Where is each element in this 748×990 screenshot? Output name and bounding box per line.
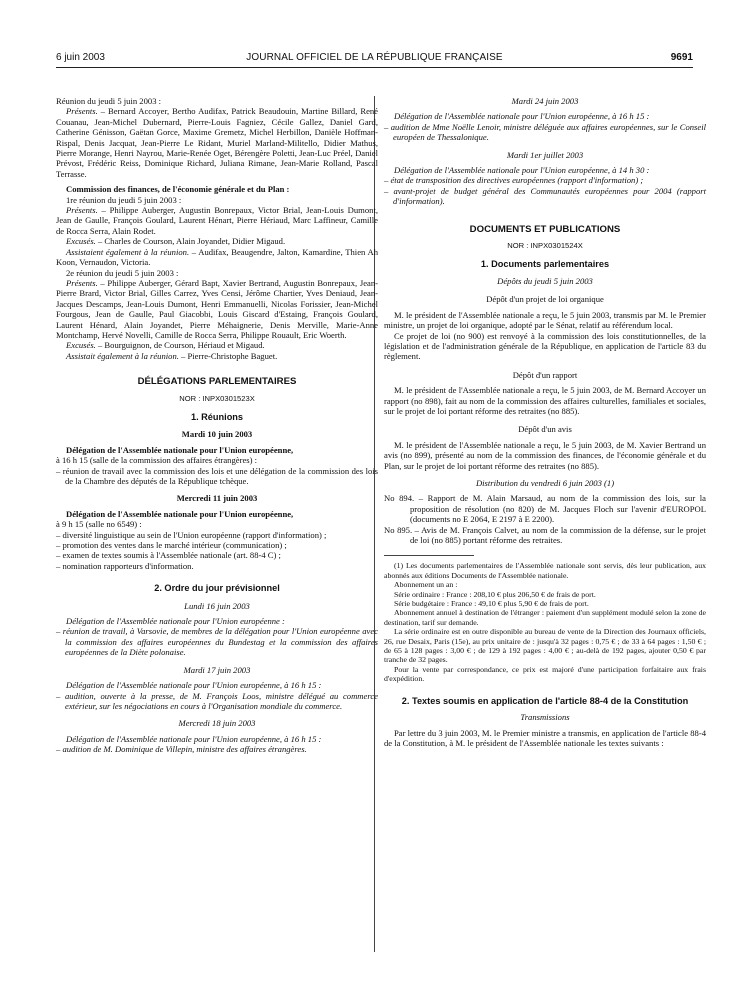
- list-item: – examen de textes soumis à l'Assemblée nationale (art. 88-4 C) ;: [56, 550, 281, 561]
- date-heading: Mardi 24 juin 2003: [511, 96, 579, 106]
- agenda-list: [384, 122, 706, 143]
- nor-reference: NOR : INPX0301524X: [507, 241, 583, 251]
- assistaient-paragraph: Assistaient également à la réunion. – Audifax, Beaugendre, Jalton, Kamardine, Thien Ah Koon, Vernaudon, Victoria.: [56, 246, 378, 268]
- agenda-list: [56, 744, 378, 754]
- nor-reference: NOR : INPX0301523X: [179, 393, 255, 403]
- page-header: [56, 52, 693, 68]
- agenda-list: [56, 626, 378, 657]
- date-heading: Lundi 16 juin 2003: [184, 600, 250, 611]
- delegation-paragraph: Délégation de l'Assemblée nationale pour l'Union européenne :: [66, 616, 285, 627]
- list-item: – promotion des ventes dans le marché intérieur (communication) ;: [56, 540, 287, 551]
- presents-paragraph: Présents. – Philippe Auberger, Augustin Bonrepaux, Victor Brial, Jean-Louis Dumont, Jean de Gaulle, François Goulard, Laurent Hénart, Pierre Hériaud, Marc Laffineur, Camille de Rocca Serra, Alain Rodet.: [56, 205, 378, 236]
- transmission-paragraph: Par lettre du 3 juin 2003, M. le Premier ministre a transmis, en application de l'article 88-4 de la Constitution, à M. le président de l'Assemblée nationale les textes suivants :: [384, 727, 706, 748]
- subsection-title-reunions: 1. Réunions: [190, 411, 244, 422]
- header-date: 6 juin 2003: [56, 52, 105, 63]
- presents-paragraph: Présents. – Bernard Accoyer, Bertho Audifax, Patrick Beaudouin, Martine Billard, René Couanau, Jean-Michel Dubernard, Pierre-Louis Fagniez, Cécile Gallez, Daniel Gard, Catherine Génisson, Gaëtan Gorce, Maxime Gremetz, Michel Herbillon, Danièle Hoffman-Rispal, Denis Jacquat, Jean-Pierre Le Ridant, Muriel Marland-Militello, Didier Mathus, Pierre Morange, Henri Nayrou, Marie-Renée Oget, Bérengère Poletti, Jean-Luc Préel, Daniel Prévost, Frédéric Reiss, Dominique Richard, Juliana Rimane, Jean-Marie Rolland, Pascal Terrasse.: [56, 106, 378, 179]
- delegation-paragraph: Délégation de l'Assemblée nationale pour l'Union européenne, à 16 h 15 :: [66, 680, 322, 691]
- depot-heading: Dépôt d'un avis: [518, 424, 572, 435]
- delegation-paragraph: Délégation de l'Assemblée nationale pour l'Union européenne, à 14 h 30 :: [394, 165, 650, 176]
- list-item: – audition, ouverte à la presse, de M. François Loos, ministre délégué au commerce extérieur, sur les négociations en cours à l'Organisation mondiale du commerce.: [56, 690, 378, 711]
- depot-paragraph: M. le président de l'Assemblée nationale a reçu, le 5 juin 2003, transmis par M. le Premier ministre, un projet de loi organique, adopté par le Sénat, relatif au référendum local.: [384, 309, 706, 331]
- list-item: – nomination rapporteurs d'information.: [56, 560, 194, 571]
- section-title-documents: DOCUMENTS ET PUBLICATIONS: [469, 223, 621, 235]
- header-journal-title: JOURNAL OFFICIEL DE LA RÉPUBLIQUE FRANÇAISE: [246, 52, 503, 63]
- assistait-paragraph: Assistait également à la réunion. – Pierre-Christophe Baguet.: [66, 350, 278, 361]
- distribution-item: No 894. – Rapport de M. Alain Marsaud, au nom de la commission des lois, sur la proposition de résolution (no 820) de M. Jacques Floch sur l'avenir d'EUROPOL (documents no E 2064, E 2197 à E 2200).: [384, 493, 706, 525]
- depot-paragraph: M. le président de l'Assemblée nationale a reçu, le 5 juin 2003, de M. Bernard Accoyer un rapport (no 898), fait au nom de la commission des affaires culturelles, familiales et sociales, sur le projet de loi portant réforme des retraites (no 885).: [384, 385, 706, 416]
- list-item: – diversité linguistique au sein de l'Union européenne (rapport d'information) ;: [56, 529, 327, 540]
- presents-paragraph: Présents. – Philippe Auberger, Gérard Bapt, Xavier Bertrand, Augustin Bonrepaux, Jean-Pierre Brard, Victor Brial, Gilles Carrez, Yves Censi, Jérôme Chartier, Yves Deniaud, Jean-Jacques Descamps, Jean-Louis Dumont, Henri Emmanuelli, Nicolas Forissier, Jean-Michel Fourgous, Jean de Gaulle, Paul Giacobbi, Louis Giscard d'Estaing, François Goulard, Laurent Hénard, Alain Joyandet, Pierre Méhaignerie, Denis Merville, Marie-Anne Montchamp, Hervé Novelli, Camille de Rocca Serra, Philippe Rouault, Eric Woerth.: [56, 277, 378, 340]
- date-heading: Dépôts du jeudi 5 juin 2003: [497, 275, 593, 286]
- list-item: – réunion de travail avec la commission des lois et une délégation de la commission des lois de la Chambre des députés de la République tchèque.: [56, 465, 378, 486]
- depot-heading: Dépôt d'un rapport: [512, 369, 578, 380]
- distribution-item: No 895. – Avis de M. François Calvet, au nom de la commission de la défense, sur le projet de loi (no 885) portant réforme des retraites.: [384, 524, 706, 545]
- depot-paragraph: M. le président de l'Assemblée nationale a reçu, le 5 juin 2003, de M. Xavier Bertrand un avis (no 899), présenté au nom de la commission des finances, de l'économie générale et du Plan, sur le projet de loi portant réforme des retraites (no 885).: [384, 439, 706, 471]
- depot-paragraph: Ce projet de loi (no 900) est renvoyé à la commission des lois constitutionnelles, de la législation et de l'administration générale de la République, en application de l'article 83 du règlement.: [384, 330, 706, 362]
- footnote-text: La série ordinaire est en outre disponible au bureau de vente de la Direction des Journaux officiels, 26, rue Desaix, Paris (15e), au prix unitaire de : jusqu'à 32 pages : 0,75 € ; de 33 à 64 pages : 1,50 € ; de 65 à 128 pages : 3,00 € ; de 129 à 192 pages : 4,00 € ; au-delà de 192 pages, ajouter 0,50 € par tranche de 32 pages.: [384, 627, 706, 665]
- date-heading: Mardi 17 juin 2003: [183, 664, 251, 675]
- list-item: – avant-projet de budget général des Communautés européennes pour 2004 (rapport d'information).: [384, 185, 706, 207]
- agenda-list: [56, 530, 378, 572]
- footnote-text: (1) Les documents parlementaires de l'Assemblée nationale sont servis, dès leur publication, aux abonnés aux éditions Documents de l'Assemblée nationale.: [384, 561, 706, 580]
- delegation-paragraph: Délégation de l'Assemblée nationale pour l'Union européenne, à 16 h 15 :: [66, 733, 322, 744]
- left-column: [56, 96, 378, 755]
- list-item: – réunion de travail, à Varsovie, de membres de la délégation pour l'Union européenne avec la commission des affaires européennes du Bundestag et la commission des affaires européennes de la Diète polonaise.: [56, 626, 378, 658]
- delegation-paragraph: Délégation de l'Assemblée nationale pour l'Union européenne, à 9 h 15 (salle no 6549) :: [56, 508, 294, 530]
- agenda-list: [384, 175, 706, 206]
- delegation-paragraph: Délégation de l'Assemblée nationale pour l'Union européenne, à 16 h 15 (salle de la commission des affaires étrangères) :: [56, 444, 294, 466]
- list-item: – audition de Mme Noëlle Lenoir, ministre déléguée aux affaires européennes, sur le Conseil européen de Thessalonique.: [384, 121, 706, 143]
- delegation-paragraph: Délégation de l'Assemblée nationale pour l'Union européenne, à 16 h 15 :: [394, 111, 650, 122]
- date-heading: Mardi 1er juillet 2003: [506, 149, 584, 160]
- subsection-title-textes: 2. Textes soumis en application de l'article 88-4 de la Constitution: [401, 695, 689, 706]
- list-item: – audition de M. Dominique de Villepin, ministre des affaires étrangères.: [56, 744, 307, 755]
- footnote-text: Abonnement annuel à destination de l'étranger : paiement d'un supplément modulé selon la zone de destination, tarif sur demande.: [384, 608, 706, 627]
- excuses-paragraph: Excusés. – Charles de Courson, Alain Joyandet, Didier Migaud.: [66, 236, 286, 247]
- footnote-text: Pour la vente par correspondance, ce prix est majoré d'une participation forfaitaire aux frais d'expédition.: [384, 664, 706, 684]
- agenda-list: [56, 691, 378, 712]
- header-page-number: 9691: [670, 52, 693, 63]
- depot-heading: Dépôt d'un projet de loi organique: [486, 294, 604, 305]
- date-heading: Distribution du vendredi 6 juin 2003 (1): [475, 477, 615, 488]
- section-title-delegations: DÉLÉGATIONS PARLEMENTAIRES: [137, 376, 297, 388]
- footnote-text: Série budgétaire : France : 49,10 € plus 5,90 € de frais de port.: [394, 599, 589, 609]
- commission-heading: Commission des finances, de l'économie générale et du Plan :: [66, 184, 290, 195]
- subsection-title-ordre: 2. Ordre du jour prévisionnel: [154, 583, 280, 594]
- footnote-text: Série ordinaire : France : 208,10 € plus 206,50 € de frais de port.: [394, 589, 596, 599]
- date-heading: Mercredi 18 juin 2003: [178, 718, 256, 729]
- agenda-list: [56, 466, 378, 487]
- list-item: – état de transposition des directives européennes (rapport d'information) ;: [384, 175, 644, 186]
- date-heading: Mardi 10 juin 2003: [181, 429, 253, 440]
- subsection-title-documents-parlementaires: 1. Documents parlementaires: [480, 259, 610, 270]
- reunion-heading: 1re réunion du jeudi 5 juin 2003 :: [66, 194, 182, 205]
- date-heading: Transmissions: [520, 712, 570, 723]
- footnote: [384, 561, 706, 683]
- reunion-heading: Réunion du jeudi 5 juin 2003 :: [56, 96, 162, 106]
- reunion-heading: 2e réunion du jeudi 5 juin 2003 :: [66, 267, 179, 278]
- right-column: [384, 96, 706, 748]
- footnote-rule: [384, 555, 474, 556]
- excuses-paragraph: Excusés. – Bourguignon, de Courson, Hériaud et Migaud.: [66, 340, 265, 351]
- header-rule: [56, 67, 693, 68]
- footnote-text: Abonnement un an :: [394, 580, 458, 590]
- date-heading: Mercredi 11 juin 2003: [176, 493, 258, 504]
